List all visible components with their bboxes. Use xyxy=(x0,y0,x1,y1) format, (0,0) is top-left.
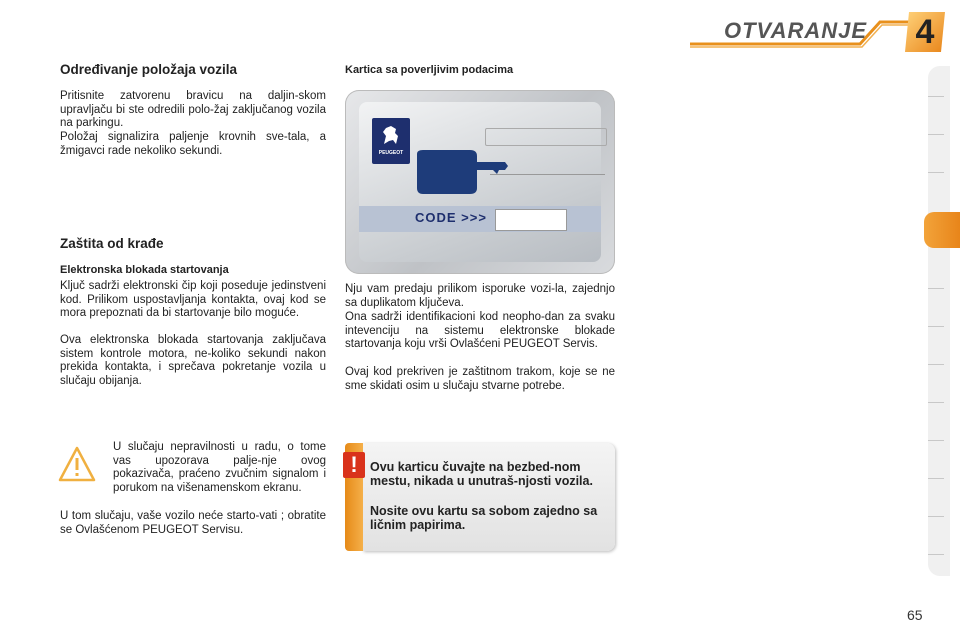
chapter-number: 4 xyxy=(915,13,935,51)
rail-tick xyxy=(928,478,944,479)
rail-tick xyxy=(928,134,944,135)
rail-tick xyxy=(928,516,944,517)
section-title-theft-protection: Zaštita od krađe xyxy=(60,236,164,251)
paragraph-immobiliser-1: Ključ sadrži elektronski čip koji poseduje jedinstveni kod. Prilikom uspostavljanja kontakta, ovaj kod se mora prepoznati da bi startovanje bilo moguće. xyxy=(60,280,326,320)
paragraph-card-3: Ovaj kod prekriven je zaštitnom trakom, koje se ne sme skidati osim u slučaju stvarne potrebe. xyxy=(345,366,615,392)
key-icon xyxy=(415,148,510,196)
chapter-tab-active[interactable] xyxy=(924,212,960,248)
paragraph-warning-action: U tom slučaju, vaše vozilo neće starto-vati ; obratite se Ovlašćenom PEUGEOT Servisu. xyxy=(60,510,326,536)
chapter-tab-rail xyxy=(928,66,950,576)
notice-text-2: Nosite ovu kartu sa sobom zajedno sa ličnim papirima. xyxy=(370,504,598,532)
rail-tick xyxy=(928,364,944,365)
card-brand-text: PEUGEOT xyxy=(378,150,404,156)
card-field-box xyxy=(485,128,607,146)
subsection-title-immobiliser: Elektronska blokada startovanja xyxy=(60,264,229,276)
card-section-title: Kartica sa poverljivim podacima xyxy=(345,64,514,76)
warning-triangle-icon xyxy=(58,446,96,482)
rail-tick xyxy=(928,288,944,289)
page-number: 65 xyxy=(907,607,923,623)
rail-tick xyxy=(928,554,944,555)
rail-tick xyxy=(928,440,944,441)
confidential-card-image xyxy=(345,90,615,274)
rail-tick xyxy=(928,172,944,173)
lion-icon xyxy=(378,124,404,146)
notice-text-1: Ovu karticu čuvajte na bezbed-nom mestu, nikada u unutraš-njosti vozila. xyxy=(370,460,593,488)
rail-tick xyxy=(928,402,944,403)
peugeot-logo xyxy=(372,118,410,164)
paragraph-card-1: Nju vam predaju prilikom isporuke vozi-la, zajednjo sa duplikatom ključeva. xyxy=(345,283,615,309)
paragraph-locate-2: Položaj signalizira paljenje krovnih sve-tala, a žmigavci rade nekoliko sekundi. xyxy=(60,131,326,157)
paragraph-locate-1: Pritisnite zatvorenu bravicu na daljin-skom upravljaču bi ste odredili polo-žaj zaključanog vozila na parkingu. xyxy=(60,90,326,130)
paragraph-warning-light: U slučaju nepravilnosti u radu, o tome vas upozorava palje-nje ovog pokazivača, praćeno zvučnim signalom i porukom na višenamenskom ekranu. xyxy=(113,441,326,494)
card-code-box xyxy=(495,209,567,231)
card-code-label: CODE >>> xyxy=(415,210,487,225)
paragraph-card-2: Ona sadrži identifikacioni kod neopho-dan za svaku intevenciju na sistemu elektronske blokade startovanja koju vrši Ovlašćeni PEUGEOT Servis. xyxy=(345,311,615,351)
section-title-vehicle-location: Određivanje položaja vozila xyxy=(60,62,238,77)
paragraph-immobiliser-2: Ova elektronska blokada startovanja zaključava sistem kontrole motora, ne-koliko sekundi nakon prekida kontakta, i sprečava pokretanje vozila u slučaju obijanja. xyxy=(60,334,326,387)
exclamation-icon: ! xyxy=(343,452,365,478)
chapter-title: OTVARANJE xyxy=(724,18,868,43)
rail-tick xyxy=(928,96,944,97)
rail-tick xyxy=(928,326,944,327)
